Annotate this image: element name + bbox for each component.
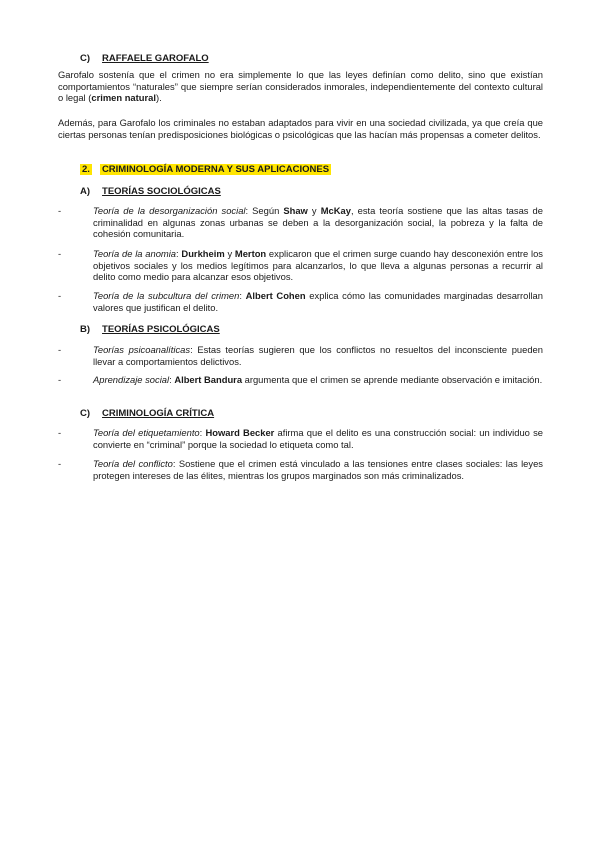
- section-number: 2.: [82, 164, 90, 175]
- bold-crimen-natural: crimen natural: [91, 92, 156, 104]
- heading-letter: C): [80, 408, 91, 419]
- heading-garofalo: [80, 53, 209, 64]
- heading-psychological: [80, 324, 220, 335]
- heading-letter: B): [80, 324, 91, 335]
- paragraph-garofalo-adaptation: Además, para Garofalo los criminales no estaban adaptados para vivir en una sociedad civilizada, ya que creía que ciertas personas tenían predisposiciones biológicas o psicológicas que las hacían más propensas a cometer delitos.: [58, 117, 543, 140]
- heading-letter: C): [80, 53, 91, 64]
- heading-section-2: [80, 164, 331, 175]
- document-page: C) RAFFAELE GAROFALO Garofalo sostenía que el crimen no era simplemente lo que las leyes definían como delito, sino que existían comportamientos “naturales” que siempre serían considerados inmorales, independientemente del contexto cultural o legal (crimen natural). Además, para Garofalo los criminales no estaban adaptados para vivir en una sociedad civilizada, ya que creía que ciertas personas tenían predisposiciones biológicas o psicológicas que las hacían más propensas a cometer delitos. 2. CRIMINOLOGÍA MODERNA Y SUS APLICACIONES A) TEORÍAS SOCIOLÓGICAS - Teoría de la desorganización social: Según Shaw y McKay, esta teoría sostiene que las altas tasas de criminalidad en algunas zonas urbanas se deben a la desorganización social, la pobreza y la falta de cohesión comunitaria. - Teoría de la anomia: Durkheim y Merton explicaron que el crimen surge cuando hay desconexión entre los objetivos sociales y los medios legítimos para alcanzarlos, lo que lleva a algunas personas a recurrir al delito como medio para alcanzar esos objetivos. - Teoría de la subcultura del crimen: Albert Cohen explica cómo las comunidades marginadas desarrollan valores que justifican el delito. B) TEORÍAS PSICOLÓGICAS - Teorías psicoanalíticas: Estas teorías sugieren que los conflictos no resueltos del inconsciente pueden llevar a comportamientos delictivos. - Aprendizaje social: Albert Bandura argumenta que el crimen se aprende mediante observación e imitación. C) CRIMINOLOGÍA CRÍTICA - Teoría del etiquetamiento: Howard Becker afirma que el delito es una construcción social: un individuo se convierte en “criminal” porque la sociedad lo etiqueta como tal. - Teoría del conflicto: Sostiene que el crimen está vinculado a las tensiones entre clases sociales: las leyes protegen intereses de las élites, mientras los grupos marginados son más criminalizados.: [58, 53, 543, 481]
- heading-sociological: [80, 186, 221, 197]
- heading-title: RAFFAELE GAROFALO: [102, 53, 209, 64]
- heading-title: TEORÍAS PSICOLÓGICAS: [102, 324, 220, 335]
- heading-critical: [80, 408, 214, 419]
- heading-title: TEORÍAS SOCIOLÓGICAS: [102, 186, 221, 197]
- heading-letter: A): [80, 186, 91, 197]
- heading-title: CRIMINOLOGÍA CRÍTICA: [102, 408, 215, 419]
- paragraph-garofalo-natural-crime: Garofalo sostenía que el crimen no era simplemente lo que las leyes definían como delito, sino que existían comportamientos “naturales” que siempre serían considerados inmorales, independientemente del contexto cultural o legal (crimen natural).: [58, 69, 543, 104]
- section-title: CRIMINOLOGÍA MODERNA Y SUS APLICACIONES: [101, 164, 330, 175]
